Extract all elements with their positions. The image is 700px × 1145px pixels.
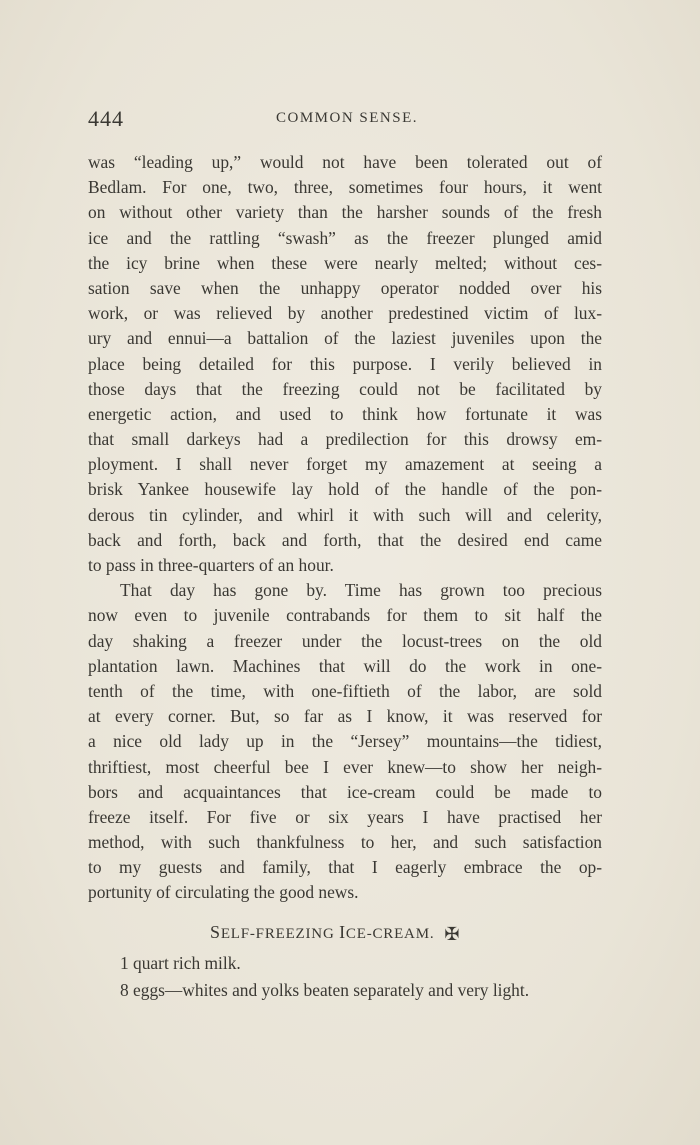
body-text: [88, 150, 602, 906]
text-line: Bedlam. For one, two, three, sometimes four hours, it went: [88, 177, 602, 198]
page-number: 444: [88, 106, 124, 131]
text-line: place being detailed for this purpose. I verily believed in: [88, 353, 602, 374]
ingredient-item: 8 eggs—whites and yolks beaten separately and very light.: [120, 980, 530, 1000]
text-line: on without other variety than the harsher sounds of the fresh: [88, 202, 602, 223]
text-line: derous tin cylinder, and whirl it with such will and celerity,: [88, 504, 602, 525]
running-head: COMMON SENSE.: [276, 110, 419, 126]
recipe-title-rest-1: ELF-FREEZING: [220, 926, 340, 942]
paragraph-2: [88, 578, 602, 905]
text-line: work, or was relieved by another predestined victim of lux-: [88, 303, 602, 324]
text-line: that small darkeys had a predilection for this drowsy em-: [88, 429, 602, 450]
recipe-title-cap-2: I: [339, 922, 346, 942]
maltese-cross-icon: ✠: [444, 924, 461, 944]
text-line: sation save when the unhappy operator nodded over his: [88, 277, 602, 298]
ingredient-list: [120, 950, 610, 1004]
text-line: thriftiest, most cheerful bee I ever knew—to show her neigh-: [88, 756, 602, 777]
text-line: now even to juvenile contrabands for them to sit half the: [88, 605, 602, 626]
text-line: portunity of circulating the good news.: [88, 882, 359, 903]
text-line: at every corner. But, so far as I know, it was reserved for: [88, 706, 602, 727]
page-header: [88, 106, 604, 134]
text-line: ury and ennui—a battalion of the laziest juveniles upon the: [88, 328, 602, 349]
text-line: a nice old lady up in the “Jersey” mountains—the tidiest,: [88, 731, 602, 752]
text-line: to my guests and family, that I eagerly embrace the op-: [88, 857, 602, 878]
text-line: energetic action, and used to think how fortunate it was: [88, 403, 602, 424]
text-line: to pass in three-quarters of an hour.: [88, 555, 334, 575]
text-line: the icy brine when these were nearly melted; without ces-: [88, 252, 602, 273]
recipe-title-cap-1: S: [210, 922, 221, 942]
text-line: bors and acquaintances that ice-cream could be made to: [88, 781, 602, 802]
text-line: ployment. I shall never forget my amazement at seeing a: [88, 454, 602, 475]
text-line: That day has gone by. Time has grown too precious: [120, 580, 602, 601]
text-line: ice and the rattling “swash” as the freezer plunged amid: [88, 227, 602, 248]
text-line: back and forth, back and forth, that the desired end came: [88, 529, 602, 550]
recipe-title-rest-2: CE-CREAM.: [345, 926, 435, 942]
paragraph-1: [88, 150, 602, 578]
text-line: day shaking a freezer under the locust-trees on the old: [88, 630, 602, 651]
text-line: those days that the freezing could not be facilitated by: [88, 378, 602, 399]
ingredient-item: 1 quart rich milk.: [120, 953, 241, 973]
text-line: freeze itself. For five or six years I have practised her: [88, 806, 602, 827]
text-line: brisk Yankee housewife lay hold of the handle of the pon-: [88, 479, 602, 500]
recipe-title: [210, 922, 510, 945]
text-line: tenth of the time, with one-fiftieth of the labor, are sold: [88, 680, 602, 701]
text-line: was “leading up,” would not have been tolerated out of: [88, 152, 602, 172]
text-line: plantation lawn. Machines that will do the work in one-: [88, 655, 602, 676]
text-line: method, with such thankfulness to her, and such satisfaction: [88, 832, 602, 853]
